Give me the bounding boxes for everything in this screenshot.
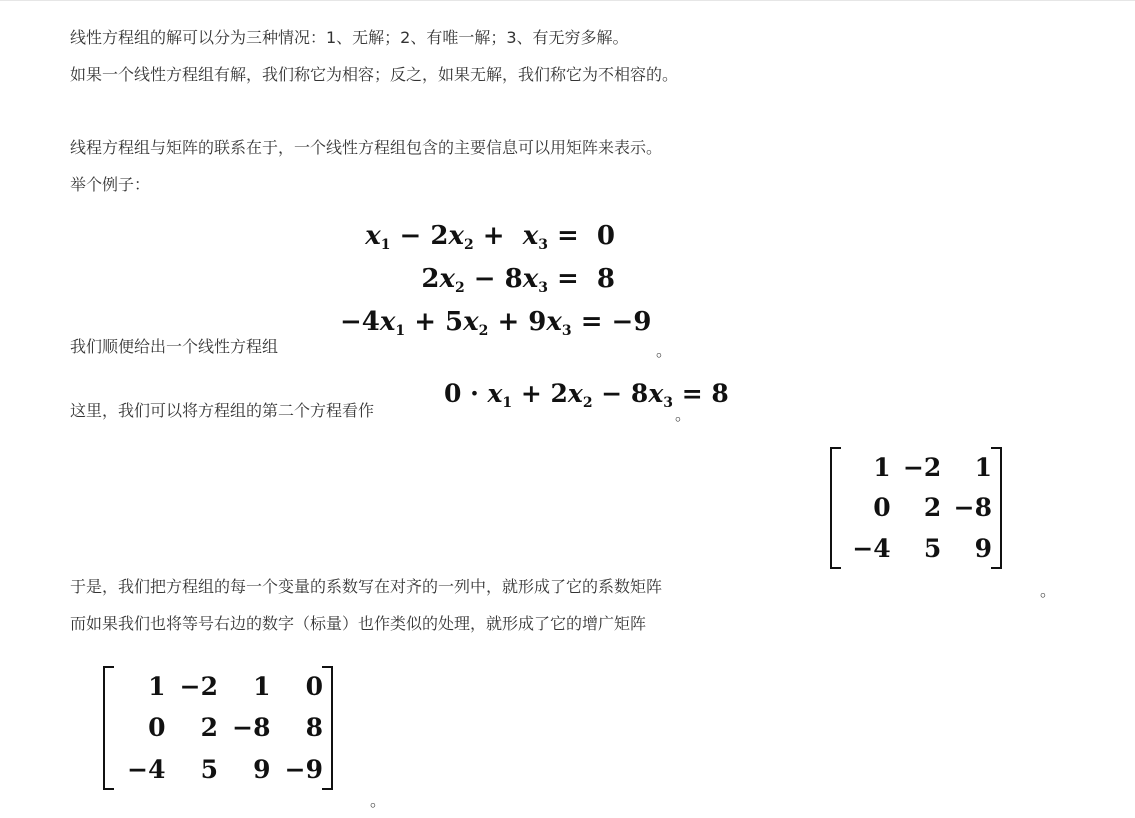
paragraph-consistency: 如果一个线性方程组有解，我们称它为相容；反之，如果无解，我们称它为不相容的。 — [70, 65, 679, 84]
paragraph-augmented-matrix: 而如果我们也将等号右边的数字（标量）也作类似的处理，就形成了它的增广矩阵 — [70, 614, 647, 633]
period-mark: 。 — [370, 791, 387, 810]
equation-row-1: $x_1 - 2x_2 + x_3 = 0$ — [365, 221, 615, 253]
matrix-cells — [840, 447, 992, 569]
equation-system — [340, 218, 652, 347]
matrix-cell: 1 — [148, 672, 166, 702]
matrix-cell: −2 — [902, 452, 942, 482]
matrix-cell: 8 — [305, 713, 323, 743]
paragraph-coefficient-matrix: 于是，我们把方程组的每一个变量的系数写在对齐的一列中，就形成了它的系数矩阵 — [70, 577, 663, 596]
top-divider — [0, 0, 1135, 1]
period-mark: 。 — [1040, 581, 1057, 600]
matrix-cell: 0 — [873, 493, 891, 523]
matrix-cell: 2 — [923, 493, 942, 523]
matrix-cell: 2 — [200, 713, 218, 743]
matrix-cell: 1 — [873, 452, 891, 482]
paragraph-solution-types: 线性方程组的解可以分为三种情况：1、无解；2、有唯一解；3、有无穷多解。 — [70, 28, 629, 47]
matrix-cell: 9 — [253, 754, 271, 784]
inline-equation: $0 \cdot x_1 + 2x_2 - 8x_3 = 8$ — [444, 379, 729, 411]
matrix-cell: −9 — [284, 754, 323, 784]
matrix-cell: 1 — [974, 452, 992, 482]
matrix-cell: 5 — [923, 534, 942, 564]
right-bracket — [991, 447, 1002, 569]
equation-row-3: $-4x_1 + 5x_2 + 9x_3 = -9$ — [340, 307, 652, 339]
period-mark: 。 — [656, 341, 673, 360]
paragraph-matrix-relation: 线程方程组与矩阵的联系在于，一个线性方程组包含的主要信息可以用矩阵来表示。 — [70, 138, 663, 157]
matrix-cell: −4 — [127, 754, 166, 784]
paragraph-second-equation: 这里，我们可以将方程组的第二个方程看作 — [70, 401, 375, 420]
matrix-cell: 0 — [305, 672, 323, 702]
paragraph-system-intro: 我们顺便给出一个线性方程组 — [70, 337, 279, 356]
matrix-cell: 5 — [200, 754, 218, 784]
equation-row-2: $2x_2 - 8x_3 = 8$ — [421, 264, 615, 296]
paragraph-example: 举个例子： — [70, 175, 151, 194]
matrix-cell: −8 — [953, 493, 992, 523]
matrix-cell: 0 — [148, 713, 166, 743]
augmented-matrix — [103, 666, 333, 790]
matrix-cell: 9 — [974, 534, 992, 564]
coefficient-matrix — [830, 447, 1002, 569]
matrix-cells — [113, 666, 323, 790]
matrix-cell: −2 — [179, 672, 218, 702]
matrix-cell: −4 — [852, 534, 891, 564]
matrix-cell: 1 — [253, 672, 271, 702]
matrix-cell: −8 — [232, 713, 271, 743]
period-mark: 。 — [675, 405, 692, 424]
right-bracket — [322, 666, 333, 790]
